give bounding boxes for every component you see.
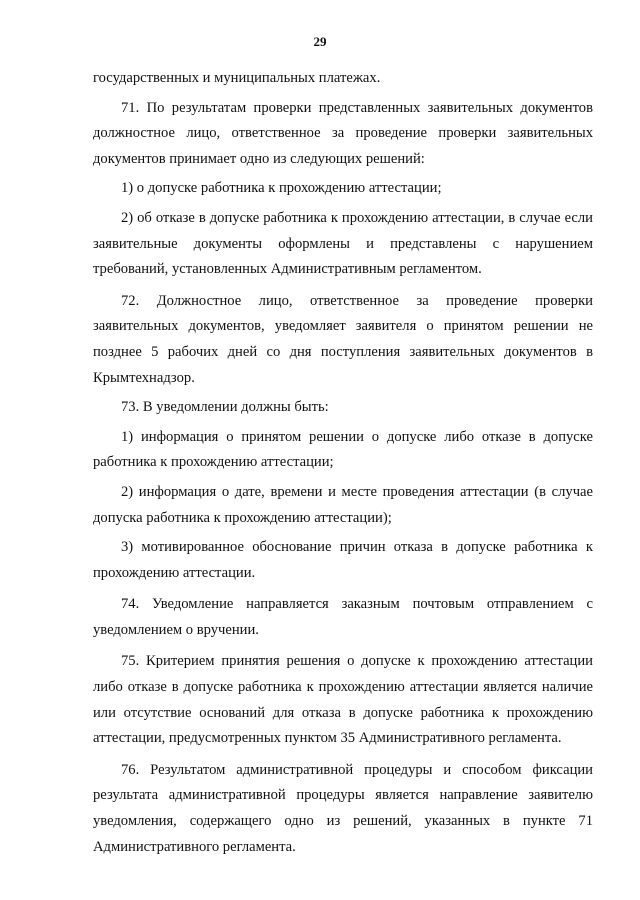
paragraph-73-item-2: 2) информация о дате, времени и месте проведения аттестации (в случае допуска работника к прохождению аттестации); (93, 483, 593, 526)
paragraph-73-item-1: 1) информация о принятом решении о допуске либо отказе в допуске работника к прохождению аттестации; (93, 428, 593, 471)
paragraph-75: 75. Критерием принятия решения о допуске к прохождению аттестации либо отказе в допуске работника к прохождению аттестации является наличие или отсутствие оснований для отказа в допуске работника к прохождению аттестации, предусмотренных пунктом 35 Административного регламента. (93, 653, 593, 747)
paragraph-76: 76. Результатом административной процедуры и способом фиксации результата административной процедуры является направление заявителю уведомления, содержащего одно из решений, указанных в пункте 71 Административного регламента. (93, 761, 593, 855)
paragraph-74: 74. Уведомление направляется заказным почтовым отправлением с уведомлением о вручении. (93, 596, 593, 638)
document-body (93, 66, 593, 860)
paragraph-continuation: государственных и муниципальных платежах. (93, 70, 381, 86)
paragraph-72: 72. Должностное лицо, ответственное за проведение проверки заявительных документов, уведомляет заявителя о принятом решении не позднее 5 рабочих дней со дня поступления заявительных документов в Крымтехнадзор. (93, 292, 593, 386)
paragraph-71-item-1: 1) о допуске работника к прохождению аттестации; (121, 180, 442, 197)
paragraph-73: 73. В уведомлении должны быть: (121, 399, 329, 416)
paragraph-71-item-2: 2) об отказе в допуске работника к прохождению аттестации, в случае если заявительные документы оформлены и представлены с нарушением требований, установленных Административным регламентом. (93, 209, 593, 278)
paragraph-71: 71. По результатам проверки представленных заявительных документов должностное лицо, ответственное за проведение проверки заявительных документов принимает одно из следующих решений: (93, 99, 593, 167)
paragraph-73-item-3: 3) мотивированное обоснование причин отказа в допуске работника к прохождению аттестации. (93, 539, 593, 581)
page-number: 29 (313, 34, 327, 49)
